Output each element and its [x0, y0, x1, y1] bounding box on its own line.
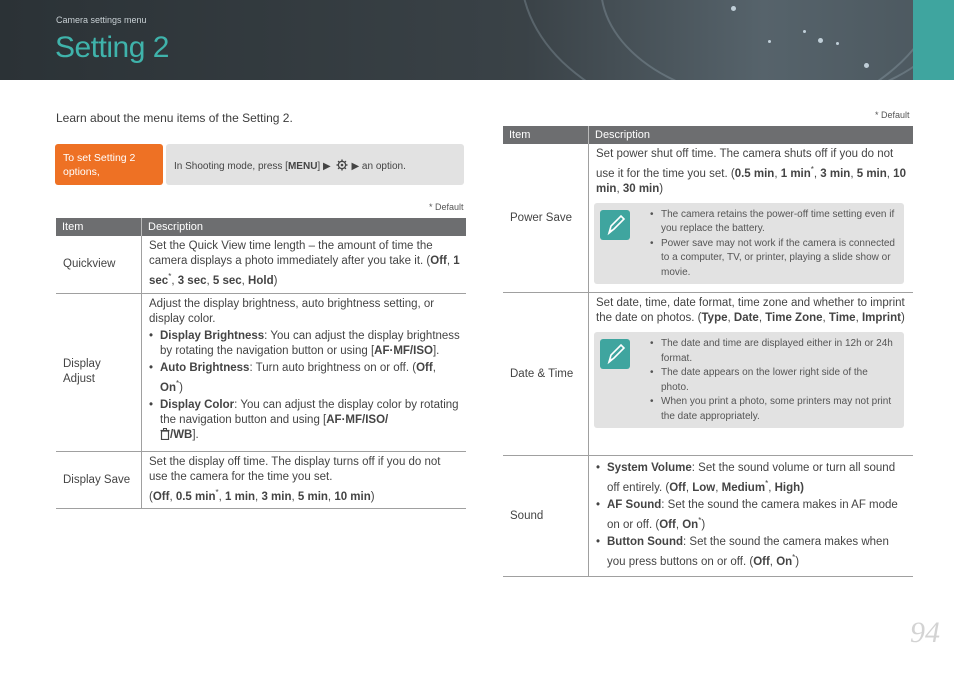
item-description	[142, 451, 467, 509]
option: 10 min	[596, 167, 906, 195]
settings-table-left	[56, 218, 466, 509]
sep: ,	[255, 490, 262, 503]
item-description	[589, 456, 914, 576]
option: Off	[659, 518, 676, 531]
default-marker: *	[698, 516, 702, 526]
decorative-dot	[731, 6, 736, 11]
menu-key: MENU	[287, 161, 318, 172]
description-text: Set the Quick View time length – the amount of time the camera displays a photo immediately after you take it.	[149, 240, 433, 267]
option: 5 min	[297, 490, 328, 503]
list-item	[607, 535, 907, 570]
option: 1 sec	[149, 255, 460, 287]
breadcrumb: Camera settings menu	[56, 15, 147, 25]
option: 3 min	[820, 167, 851, 180]
sep: ,	[446, 255, 454, 267]
option-text: : Set the sound the camera makes in AF mode on or off. (	[607, 499, 898, 531]
option: 1 min	[225, 490, 256, 503]
description-text: Set power shut off time. The camera shuts off if you do not use it for the time you set. (	[596, 148, 894, 180]
sep: ,	[768, 482, 775, 495]
decorative-dot	[803, 30, 806, 33]
sep: ,	[291, 490, 298, 503]
note-pen-icon	[600, 339, 630, 369]
note-item: • The date appears on the lower right side of the photo.	[661, 366, 896, 395]
note-pen-icon	[600, 210, 630, 240]
note-box	[594, 203, 904, 285]
option: High)	[774, 482, 804, 495]
option: 5 sec	[212, 274, 242, 287]
item-name-text: Display Adjust	[63, 358, 101, 386]
howto-instructions	[166, 144, 464, 185]
paren: )	[900, 312, 905, 325]
sep: ,	[774, 167, 781, 180]
option: On	[160, 381, 176, 394]
default-marker: *	[765, 479, 769, 489]
sep: ,	[850, 167, 857, 180]
option: 0.5 min	[175, 490, 216, 503]
note-list	[650, 337, 896, 424]
button-keys: AF·MF/ISO	[374, 344, 433, 357]
howto-after-key: ] ▶	[317, 161, 331, 172]
table-row	[56, 293, 466, 451]
option: 3 sec	[177, 274, 207, 287]
table-row	[503, 293, 913, 456]
option: Time Zone	[765, 312, 823, 325]
option-name: Button Sound	[607, 535, 684, 548]
decorative-streak	[600, 0, 954, 80]
default-marker: *	[175, 378, 180, 388]
option-text: ].	[192, 428, 199, 441]
option-list	[596, 461, 907, 569]
paren: )	[701, 518, 706, 531]
note-item: • When you print a photo, some printers may not print the date appropriately.	[661, 395, 896, 424]
settings-table-right	[503, 126, 913, 577]
page-number: 94	[910, 616, 940, 649]
item-name: Date & Time	[503, 293, 589, 456]
option-list	[149, 329, 460, 445]
list-item	[607, 461, 907, 496]
page-title: Setting 2	[55, 31, 169, 64]
header-accent-tab	[913, 0, 954, 80]
sep: ,	[886, 167, 894, 180]
option: Off	[669, 482, 686, 495]
paren: )	[370, 490, 375, 503]
option: 10 min	[334, 490, 371, 503]
option: On	[682, 518, 699, 531]
list-item	[607, 498, 907, 533]
option: Medium	[721, 482, 766, 495]
list-item	[160, 398, 460, 445]
col-header-description: Description	[142, 218, 467, 236]
sep: ,	[758, 312, 766, 325]
option: Time	[828, 312, 856, 325]
option: 1 min	[780, 167, 811, 180]
list-item	[160, 329, 460, 359]
option-text: : Set the sound the camera makes when you press buttons on or off. (	[607, 535, 889, 568]
howto-label: To set Setting 2 options,	[55, 144, 163, 185]
table-row	[56, 236, 466, 293]
paren: (	[426, 255, 431, 267]
option: 5 min	[856, 167, 887, 180]
decorative-dot	[768, 40, 771, 43]
default-marker: *	[215, 487, 219, 497]
paren: )	[179, 381, 183, 394]
option: Low	[692, 482, 716, 495]
item-description	[142, 236, 467, 293]
item-name: Display Save	[56, 451, 142, 509]
default-marker: *	[810, 165, 814, 174]
option: Imprint	[861, 312, 901, 325]
option: Off	[416, 361, 433, 374]
option-name: Auto Brightness	[160, 361, 250, 374]
paren: (	[149, 490, 153, 503]
sep: ,	[241, 274, 249, 287]
col-header-description: Description	[589, 126, 914, 144]
option-text: : You can adjust the display brightness by rotating the navigation button or using [	[160, 329, 460, 357]
sep: ,	[769, 555, 777, 568]
option-text: : Set the sound volume or turn all sound off entirely. (	[607, 462, 896, 495]
option: Off	[430, 255, 447, 267]
table-row	[503, 456, 913, 576]
col-header-item: Item	[503, 126, 589, 144]
button-keys: /WB	[170, 428, 193, 441]
option-text: : You can adjust the display color by rotating the navigation button and using [	[160, 398, 459, 426]
option: 3 min	[261, 490, 292, 503]
sep: ,	[218, 490, 225, 503]
option-name: AF Sound	[607, 499, 662, 512]
description-text: Set the display off time. The display turns off if you do not use the camera for the time you set.	[149, 455, 441, 483]
sep: ,	[715, 482, 722, 495]
option: Off	[152, 490, 170, 503]
paren: )	[659, 182, 664, 195]
option: Off	[753, 555, 770, 568]
default-note-left: * Default	[429, 202, 464, 212]
table-row	[503, 144, 913, 293]
option: Type	[701, 312, 728, 325]
option: On	[776, 555, 793, 568]
sep: ,	[685, 482, 693, 495]
note-item: • Power save may not work if the camera is connected to a computer, TV, or printer, playing a slide show or movie.	[661, 237, 896, 281]
paren: )	[273, 274, 278, 287]
option-name: Display Brightness	[160, 329, 265, 342]
sep: ,	[432, 361, 436, 374]
item-name: Sound	[503, 456, 589, 576]
item-description	[589, 293, 914, 456]
default-marker: *	[792, 552, 796, 562]
option: Hold	[248, 274, 274, 287]
item-name	[56, 293, 142, 451]
sep: ,	[206, 274, 213, 287]
sep: ,	[727, 312, 734, 325]
table-row	[56, 451, 466, 509]
howto-prefix: In Shooting mode, press [	[174, 161, 288, 172]
sep: ,	[822, 312, 829, 325]
default-note-right: * Default	[875, 110, 910, 120]
option: 0.5 min	[734, 167, 775, 180]
gear-icon	[336, 159, 348, 174]
option-name: System Volume	[607, 462, 692, 475]
default-marker: *	[168, 272, 172, 281]
item-description	[589, 144, 914, 293]
note-box	[594, 332, 904, 428]
sep: ,	[169, 490, 176, 503]
howto-suffix: ▶ an option.	[351, 161, 406, 172]
sep: ,	[171, 274, 178, 287]
decorative-dot	[818, 38, 823, 43]
button-keys: AF·MF/ISO/	[326, 413, 389, 426]
paren: )	[795, 555, 800, 568]
option-text: ].	[432, 344, 440, 357]
decorative-dot	[864, 63, 869, 68]
note-item: • The camera retains the power-off time setting even if you replace the battery.	[661, 208, 896, 237]
sep: ,	[855, 312, 862, 325]
item-name: Quickview	[56, 236, 142, 293]
decorative-dot	[836, 42, 839, 45]
option-text: : Turn auto brightness on or off. (	[249, 361, 417, 374]
option: Date	[733, 312, 759, 325]
sep: ,	[675, 518, 683, 531]
list-item	[160, 361, 460, 396]
note-list	[650, 208, 896, 281]
note-item: • The date and time are displayed either in 12h or 24h format.	[661, 337, 896, 366]
sep: ,	[327, 490, 335, 503]
col-header-item: Item	[56, 218, 142, 236]
sep: ,	[616, 182, 623, 195]
description-text: Adjust the display brightness, auto brightness setting, or display color.	[149, 297, 435, 325]
option: 30 min	[622, 182, 660, 195]
intro-text: Learn about the menu items of the Setting 2.	[56, 111, 293, 125]
description-text: Set date, time, date format, time zone and whether to imprint the date on photos. (	[596, 297, 905, 325]
sep: ,	[813, 167, 821, 180]
item-name: Power Save	[503, 144, 589, 293]
option-name: Display Color	[160, 398, 235, 411]
item-description	[142, 293, 467, 451]
delete-button-icon	[160, 428, 170, 445]
